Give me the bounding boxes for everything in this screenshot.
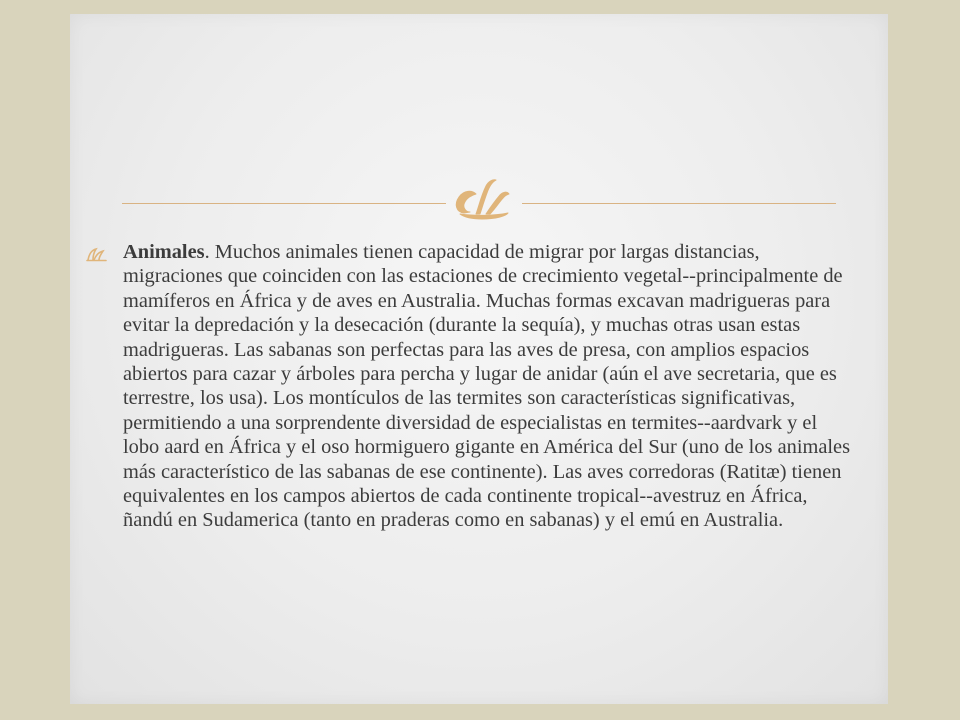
divider-line-right (522, 203, 836, 204)
bullet-body: . Muchos animales tienen capacidad de migrar por largas distancias, migraciones que coinciden con las estaciones de crecimiento vegetal--principalmente de mamíferos en África y de aves en Australia. Muchas formas excavan madrigueras para evitar la depredación y la desecación (durante la sequía), y muchas otras usan estas madrigueras. Las sabanas son perfectas para las aves de presa, con amplios espacios abiertos para cazar y árboles para percha y lugar de anidar (aún el ave secretaria, que es terrestre, los usa). Los montículos de las termites son características significativas, permitiendo a una sorprendente diversidad de especialistas en termites--aardvark y el lobo aard en África y el oso hormiguero gigante en América del Sur (uno de los animales más característico de las sabanas de ese continente). Las aves corredoras (Ratitæ) tienen equivalentes en los campos abiertos de cada continente tropical--avestruz en África, ñandú en Sudamerica (tanto en praderas como en sabanas) y el emú en Australia. (123, 241, 851, 532)
bullet-item (86, 240, 856, 533)
bullet-icon (86, 246, 108, 262)
bullet-text (123, 240, 856, 533)
divider-line-left (122, 203, 446, 204)
bullet-term: Animales (123, 241, 205, 263)
flourish-icon (446, 168, 522, 228)
